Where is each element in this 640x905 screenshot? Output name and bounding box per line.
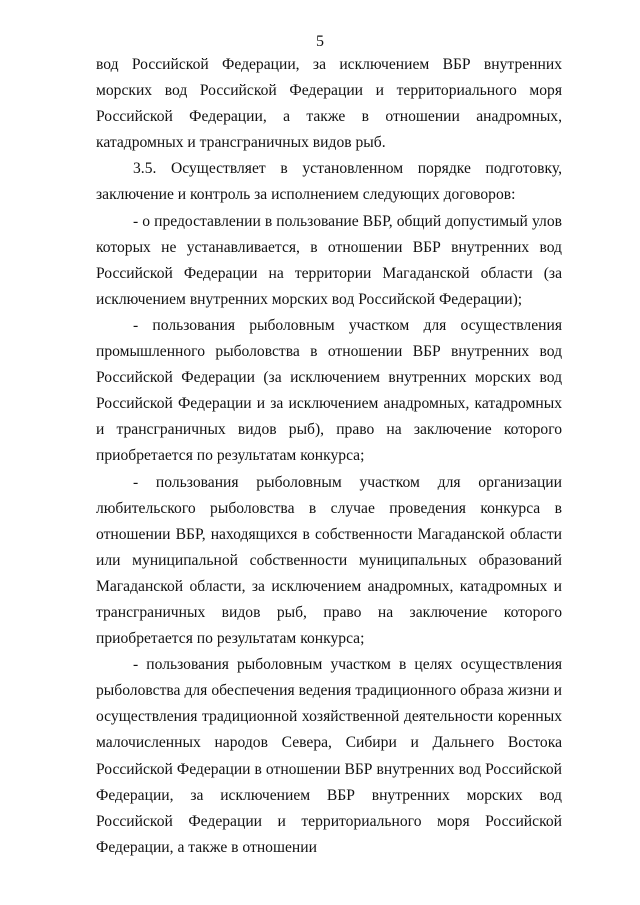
- paragraph-section-3-5: 3.5. Осуществляет в установленном порядке подготовку, заключение и контроль за исполнением следующих договоров:: [96, 160, 562, 204]
- paragraph-list-item-1: - о предоставлении в пользование ВБР, общий допустимый улов которых не устанавливается, в отношении ВБР внутренних вод Российской Федерации на территории Магаданской области (за исключением внутренних морских вод Российской Федерации);: [96, 212, 562, 308]
- document-body: [96, 52, 562, 861]
- page-number: 5: [316, 33, 324, 50]
- paragraph-list-item-2: - пользования рыболовным участком для осуществления промышленного рыболовства в отношении ВБР внутренних вод Российской Федерации (за исключением внутренних морских вод Российской Федерации и за исключением анадромных, катадромных и трансграничных видов рыб), право на заключение которого приобретается по результатам конкурса;: [96, 316, 562, 465]
- paragraph-list-item-4: - пользования рыболовным участком в целях осуществления рыболовства для обеспечения ведения традиционного образа жизни и осуществления традиционной хозяйственной деятельности коренных малочисленных народов Севера, Сибири и Дальнего Востока Российской Федерации в отношении ВБР внутренних вод Российской Федерации, за исключением ВБР внутренних морских вод Российской Федерации и территориального моря Российской Федерации, а также в отношении: [96, 656, 562, 856]
- paragraph-list-item-3: - пользования рыболовным участком для организации любительского рыболовства в случае проведения конкурса в отношении ВБР, находящихся в собственности Магаданской области или муниципальной собственности муниципальных образований Магаданской области, за исключением анадромных, катадромных и трансграничных видов рыб, право на заключение которого приобретается по результатам конкурса;: [96, 473, 562, 648]
- paragraph-continuation: вод Российской Федерации, за исключением ВБР внутренних морских вод Российской Федерации и территориального моря Российской Федерации, а также в отношении анадромных, катадромных и трансграничных видов рыб.: [96, 56, 562, 152]
